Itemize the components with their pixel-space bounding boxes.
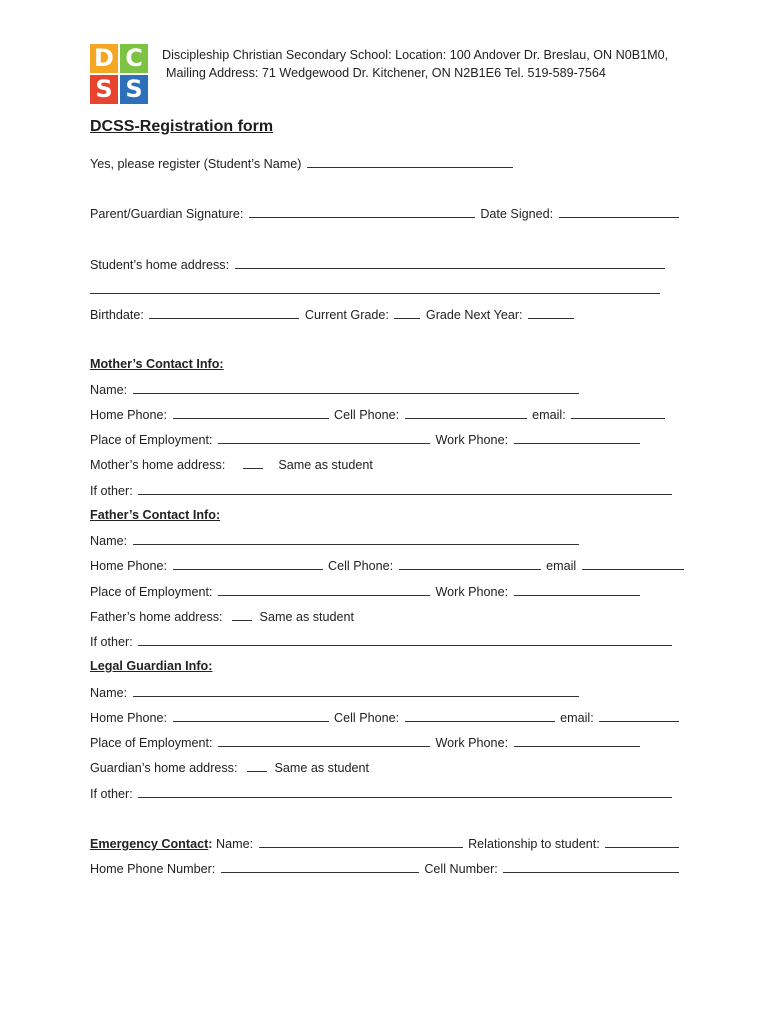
mother-home-phone-label: Home Phone: (90, 408, 168, 422)
dcss-logo (90, 44, 148, 104)
emergency-name-label: Name: (215, 837, 254, 851)
grade-next-label: Grade Next Year: (425, 308, 523, 322)
father-same-label: Same as student (259, 610, 355, 624)
father-employment-row (90, 584, 642, 599)
mother-section-heading: Mother’s Contact Info: (90, 357, 224, 371)
guardian-email-label: email: (560, 711, 594, 725)
father-address-row (90, 609, 354, 624)
mother-address-label: Mother’s home address: (90, 458, 226, 472)
current-grade-label: Current Grade: (304, 308, 389, 322)
guardian-work-phone-field[interactable] (514, 735, 640, 747)
emergency-cell-field[interactable] (503, 861, 679, 873)
logo-tile-d: D (90, 44, 118, 73)
emergency-home-phone-label: Home Phone Number: (90, 862, 216, 876)
guardian-other-field[interactable] (138, 786, 672, 798)
mother-name-label: Name: (90, 383, 128, 397)
father-home-phone-field[interactable] (173, 558, 323, 570)
father-other-row (90, 634, 674, 649)
grade-next-field[interactable] (528, 307, 574, 319)
mother-other-label: If other: (90, 484, 133, 498)
father-address-label: Father’s home address: (90, 610, 223, 624)
emergency-name-field[interactable] (259, 836, 463, 848)
birthdate-field[interactable] (149, 307, 299, 319)
emergency-phone-row (90, 861, 681, 876)
guardian-name-row (90, 685, 581, 700)
guardian-employment-row (90, 735, 642, 750)
register-label: Yes, please register (Student’s Name) (90, 157, 302, 171)
guardian-address-label: Guardian’s home address: (90, 761, 238, 775)
guardian-same-checkbox[interactable] (247, 760, 267, 772)
father-other-label: If other: (90, 635, 133, 649)
signature-label: Parent/Guardian Signature: (90, 207, 244, 221)
father-same-checkbox[interactable] (232, 609, 252, 621)
guardian-cell-phone-field[interactable] (405, 710, 555, 722)
signature-field[interactable] (249, 206, 475, 218)
mother-other-field[interactable] (138, 483, 672, 495)
father-other-field[interactable] (138, 634, 672, 646)
guardian-employment-field[interactable] (218, 735, 430, 747)
register-row (90, 156, 515, 171)
birthdate-row (90, 307, 576, 322)
father-work-phone-field[interactable] (514, 584, 640, 596)
school-header (162, 46, 668, 82)
mother-same-label: Same as student (278, 458, 373, 472)
guardian-same-label: Same as student (274, 761, 369, 775)
guardian-employment-label: Place of Employment: (90, 736, 213, 750)
mother-email-field[interactable] (571, 407, 665, 419)
header-location: Discipleship Christian Secondary School: Location: 100 Andover Dr. Breslau, ON N0B1M0, (162, 48, 669, 62)
father-section-heading: Father’s Contact Info: (90, 508, 221, 522)
home-address-field[interactable] (235, 257, 665, 269)
logo-tile-s2: S (120, 75, 148, 104)
mother-cell-phone-field[interactable] (405, 407, 527, 419)
emergency-section-heading: Emergency Contact (90, 837, 209, 851)
mother-employment-row (90, 432, 642, 447)
guardian-name-field[interactable] (133, 685, 579, 697)
logo-tile-s1: S (90, 75, 118, 104)
father-name-field[interactable] (133, 533, 579, 545)
father-home-phone-label: Home Phone: (90, 559, 168, 573)
father-name-label: Name: (90, 534, 128, 548)
father-employment-label: Place of Employment: (90, 585, 213, 599)
father-phone-row (90, 558, 686, 573)
mother-phone-row (90, 407, 667, 422)
home-address-row-2 (90, 282, 662, 297)
mother-work-phone-field[interactable] (514, 432, 640, 444)
guardian-other-row (90, 786, 674, 801)
signature-row (90, 206, 681, 221)
mother-home-phone-field[interactable] (173, 407, 329, 419)
guardian-section-heading: Legal Guardian Info: (90, 659, 213, 673)
father-cell-phone-field[interactable] (399, 558, 541, 570)
guardian-address-row (90, 760, 369, 775)
emergency-home-phone-field[interactable] (221, 861, 419, 873)
guardian-name-label: Name: (90, 686, 128, 700)
form-title: DCSS-Registration form (90, 118, 274, 135)
mother-employment-label: Place of Employment: (90, 433, 213, 447)
guardian-home-phone-label: Home Phone: (90, 711, 168, 725)
mother-employment-field[interactable] (218, 432, 430, 444)
father-employment-field[interactable] (218, 584, 430, 596)
guardian-email-field[interactable] (599, 710, 679, 722)
father-name-row (90, 533, 581, 548)
home-address-field-2[interactable] (90, 282, 660, 294)
date-signed-label: Date Signed: (480, 207, 554, 221)
date-signed-field[interactable] (559, 206, 679, 218)
header-mailing: Mailing Address: 71 Wedgewood Dr. Kitchener, ON N2B1E6 Tel. 519-589-7564 (166, 66, 606, 80)
guardian-home-phone-field[interactable] (173, 710, 329, 722)
mother-same-checkbox[interactable] (243, 457, 263, 469)
home-address-row (90, 257, 667, 272)
mother-name-field[interactable] (133, 382, 579, 394)
mother-work-phone-label: Work Phone: (435, 433, 509, 447)
guardian-cell-phone-label: Cell Phone: (334, 711, 400, 725)
mother-address-row (90, 457, 373, 472)
relationship-field[interactable] (605, 836, 679, 848)
emergency-cell-label: Cell Number: (424, 862, 498, 876)
guardian-phone-row (90, 710, 681, 725)
mother-cell-phone-label: Cell Phone: (334, 408, 400, 422)
father-email-field[interactable] (582, 558, 684, 570)
emergency-row: Emergency Contact: Name: Relationship to student: (90, 836, 681, 851)
mother-other-row (90, 483, 674, 498)
logo-tile-c: C (120, 44, 148, 73)
father-work-phone-label: Work Phone: (435, 585, 509, 599)
relationship-label: Relationship to student: (468, 837, 600, 851)
mother-name-row (90, 382, 581, 397)
home-address-label: Student’s home address: (90, 258, 230, 272)
student-name-field[interactable] (307, 156, 513, 168)
current-grade-field[interactable] (394, 307, 420, 319)
father-email-label: email (546, 559, 577, 573)
birthdate-label: Birthdate: (90, 308, 144, 322)
guardian-work-phone-label: Work Phone: (435, 736, 509, 750)
guardian-other-label: If other: (90, 787, 133, 801)
mother-email-label: email: (532, 408, 566, 422)
father-cell-phone-label: Cell Phone: (328, 559, 394, 573)
